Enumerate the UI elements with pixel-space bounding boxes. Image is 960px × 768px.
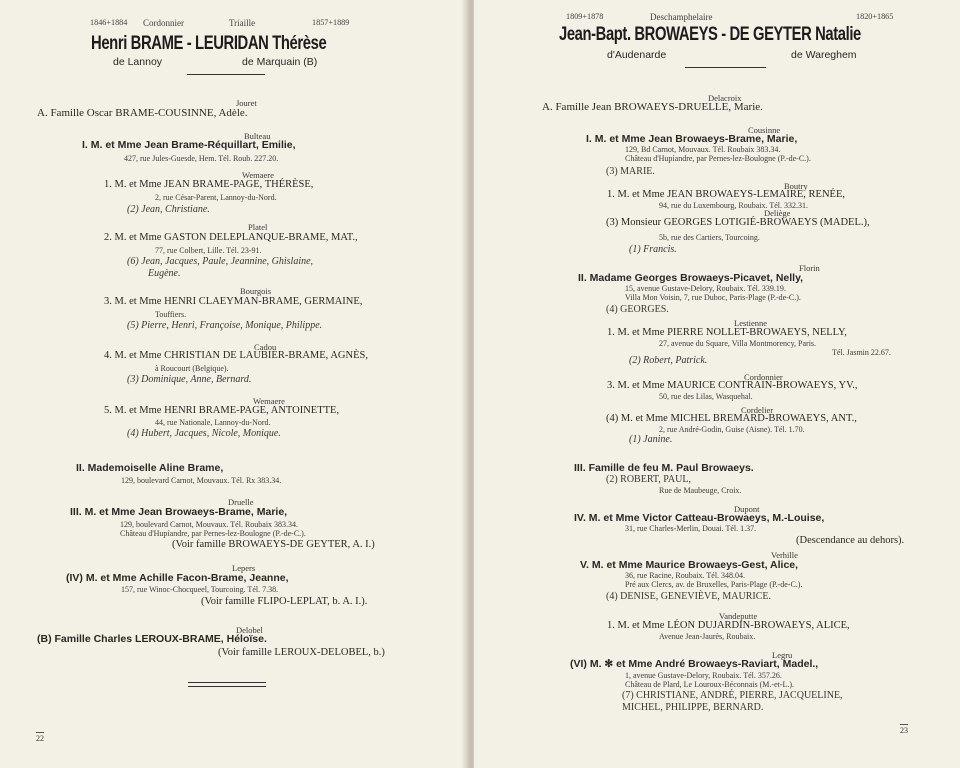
address: 129, Bd Carnot, Mouvaux. Tél. Roubaix 383.34. xyxy=(625,145,781,154)
entry-v-1: 1. M. et Mme LÉON DUJARDIN-BROWAEYS, ALICE, xyxy=(607,620,850,631)
address: 2, rue César-Parent, Lannoy-du-Nord. xyxy=(155,193,277,202)
header-rule xyxy=(187,74,265,75)
entry-i-3: 3. M. et Mme HENRI CLAEYMAN-BRAME, GERMAINE, xyxy=(104,296,363,307)
address: 157, rue Winoc-Chocqueel, Tourcoing. Tél. 7.38. xyxy=(121,585,279,594)
spouse-name: Delobel xyxy=(236,625,263,635)
page-number: 22 xyxy=(36,734,44,743)
entry-vi: (VI) M. ✻ et Mme André Browaeys-Raviart, Madel., xyxy=(570,658,819,670)
entry-iii: III. Famille de feu M. Paul Browaeys. xyxy=(574,462,754,474)
address: 427, rue Jules-Guesde, Hem. Tél. Roub. 227.20. xyxy=(124,154,279,163)
spouse-name: Druelle xyxy=(228,497,254,507)
children-list: (4) GEORGES. xyxy=(606,304,669,315)
entry-ii-4: (4) M. et Mme MICHEL BREMARD-BROWAEYS, ANT., xyxy=(606,413,857,424)
entry-i: I. M. et Mme Jean Browaeys-Brame, Marie, xyxy=(586,133,798,145)
left-page xyxy=(0,0,468,768)
page-title: Henri BRAME - LEURIDAN Thérèse xyxy=(91,33,327,54)
children-list: (2) Robert, Patrick. xyxy=(629,355,708,366)
entry-i-2: (3) Monsieur GEORGES LOTIGIÉ-BROWAEYS (MADEL.), xyxy=(606,217,870,228)
spouse-name: Cadou xyxy=(254,342,277,352)
header-origin-right: de Wareghem xyxy=(791,49,857,61)
address: 77, rue Colbert, Lille. Tél. 23-91. xyxy=(155,246,262,255)
spouse-name: Jouret xyxy=(236,98,257,108)
header-profession-left: Deschamphelaire xyxy=(650,12,713,22)
address: 36, rue Racine, Roubaix. Tél. 348.04. xyxy=(625,571,746,580)
entry-i-1: 1. M. et Mme JEAN BROWAEYS-LEMAIRE, RENÉE, xyxy=(607,189,845,200)
children-list: (2) Jean, Christiane. xyxy=(127,204,210,215)
footer-rule xyxy=(188,686,266,687)
entry-iv: (IV) M. et Mme Achille Facon-Brame, Jeanne, xyxy=(66,572,289,584)
address: Touffiers. xyxy=(155,310,187,319)
children-list-cont: MICHEL, PHILIPPE, BERNARD. xyxy=(622,702,764,713)
right-page xyxy=(474,0,960,768)
address: 94, rue du Luxembourg, Roubaix. Tél. 332.31. xyxy=(659,201,809,210)
page-title: Jean-Bapt. BROWAEYS - DE GEYTER Natalie xyxy=(559,24,861,45)
cross-reference: (Descendance au dehors). xyxy=(796,535,905,546)
address: 27, avenue du Square, Villa Montmorency, Paris. xyxy=(659,339,817,348)
spouse-name: Bourgois xyxy=(240,286,272,296)
spouse-name: Lepers xyxy=(232,563,256,573)
children-list: (4) Hubert, Jacques, Nicole, Monique. xyxy=(127,428,281,439)
header-profession-right: Tríaille xyxy=(229,18,256,28)
header-profession-left: Cordonnier xyxy=(143,18,184,28)
entry-i: I. M. et Mme Jean Brame-Réquillart, Emilie, xyxy=(82,139,296,151)
children-list: (7) CHRISTIANE, ANDRÉ, PIERRE, JACQUELINE, xyxy=(622,690,843,701)
entry-ii: II. Mademoiselle Aline Brame, xyxy=(76,462,224,474)
address: 129, boulevard Carnot, Mouvaux. Tél. Rx 383.34. xyxy=(121,476,282,485)
address-cont: Villa Mon Voisin, 7, rue Duboc, Paris-Plage (P.-de-C.). xyxy=(625,293,801,302)
spouse-name: Platel xyxy=(248,222,268,232)
entry-iii: III. M. et Mme Jean Browaeys-Brame, Marie, xyxy=(70,506,288,518)
header-origin-right: de Marquain (B) xyxy=(242,56,318,68)
children-list: (5) Pierre, Henri, Françoise, Monique, Philippe. xyxy=(127,320,323,331)
spouse-name: Boutry xyxy=(784,181,808,191)
cross-reference: (Voir famille FLIPO-LEPLAT, b. A. I.). xyxy=(201,596,368,607)
family-heading-a: A. Famille Oscar BRAME-COUSINNE, Adèle. xyxy=(37,107,248,119)
address: 1, avenue Gustave-Delory, Roubaix. Tél. 357.26. xyxy=(625,671,782,680)
entry-i-5: 5. M. et Mme HENRI BRAME-PAGE, ANTOINETTE, xyxy=(104,405,340,416)
spouse-name: Delacroix xyxy=(708,93,742,103)
children-list: (3) MARIE. xyxy=(606,166,655,177)
children-list: (3) Dominique, Anne, Bernard. xyxy=(127,374,252,385)
entry-i-1: 1. M. et Mme JEAN BRAME-PAGE, THÉRÈSE, xyxy=(104,179,314,190)
children-list: (4) DENISE, GENEVIÈVE, MAURICE. xyxy=(606,591,771,602)
header-dates-left: 1846+1884 xyxy=(90,18,128,27)
address: à Roucourt (Belgique). xyxy=(155,364,229,373)
entry-ii: II. Madame Georges Browaeys-Picavet, Nelly, xyxy=(578,272,804,284)
children-list-cont: Eugène. xyxy=(148,268,181,279)
address-cont: Pré aux Clercs, av. de Bruxelles, Paris-Plage (P.-de-C.). xyxy=(625,580,803,589)
spouse-name: Dupont xyxy=(734,504,760,514)
spouse-name: Wemaere xyxy=(242,170,274,180)
address: Avenue Jean-Jaurès, Roubaix. xyxy=(659,632,756,641)
address-cont: Château d'Hupíandre, par Pernes-lez-Boulogne (P.-de-C.). xyxy=(120,529,306,538)
address: 50, rue des Lilas, Wasquehal. xyxy=(659,392,753,401)
cross-reference: (Voir famille LEROUX-DELOBEL, b.) xyxy=(218,647,385,658)
address: 44, rue Nationale, Lannoy-du-Nord. xyxy=(155,418,271,427)
address: 2, rue André-Godin, Guise (Aisne). Tél. 1.70. xyxy=(659,425,805,434)
entry-v: V. M. et Mme Maurice Browaeys-Gest, Alice, xyxy=(580,559,799,571)
children-list: (1) Janine. xyxy=(629,434,673,445)
entry-i-2: 2. M. et Mme GASTON DELEPLANQUE-BRAME, MAT., xyxy=(104,232,358,243)
children-list: (2) ROBERT, PAUL, xyxy=(606,474,691,485)
address-cont: Château de Plard, Le Louroux-Béconnais (M.-et-L.). xyxy=(625,680,795,689)
address: Rue de Maubeuge, Croix. xyxy=(659,486,742,495)
spouse-name: Cordonnier xyxy=(744,372,783,382)
entry-iv: IV. M. et Mme Victor Catteau-Browaeys, M.-Louise, xyxy=(574,512,825,524)
spouse-name: Bulteau xyxy=(244,131,271,141)
header-origin-left: de Lannoy xyxy=(113,56,163,68)
address: 31, rue Charles-Merlin, Douai. Tél. 1.37. xyxy=(625,524,757,533)
children-list: (6) Jean, Jacques, Paule, Jeannine, Ghislaine, xyxy=(127,256,314,267)
spouse-name: Cordelier xyxy=(741,405,774,415)
children-list: (1) Francis. xyxy=(629,244,677,255)
entry-ii-1: 1. M. et Mme PIERRE NOLLET-BROWAEYS, NELLY, xyxy=(607,327,847,338)
spouse-name: Vandeputte xyxy=(719,611,758,621)
address: 5b, rue des Cartiers, Tourcoing. xyxy=(659,233,760,242)
header-origin-left: d'Audenarde xyxy=(607,49,667,61)
header-dates-right: 1857+1889 xyxy=(312,18,350,27)
spouse-name: Lestienne xyxy=(734,318,768,328)
header-dates-left: 1809+1878 xyxy=(566,12,604,21)
footer-rule xyxy=(188,682,266,683)
spouse-name: Florin xyxy=(799,263,820,273)
address-cont: Tél. Jasmin 22.67. xyxy=(832,348,891,357)
address-cont: Château d'Hupíandre, par Pernes-lez-Boulogne (P.-de-C.). xyxy=(625,154,811,163)
family-heading-a: A. Famille Jean BROWAEYS-DRUELLE, Marie. xyxy=(542,101,763,113)
spouse-name: Verhille xyxy=(771,550,798,560)
cross-reference: (Voir famille BROWAEYS-DE GEYTER, A. I.) xyxy=(172,539,375,550)
family-heading-b: (B) Famille Charles LEROUX-BRAME, Héloïse. xyxy=(37,633,267,645)
spouse-name: Cousinne xyxy=(748,125,781,135)
header-dates-right: 1820+1865 xyxy=(856,12,894,21)
header-rule xyxy=(685,67,766,68)
address: 129, boulevard Carnot, Mouvaux. Tél. Roubaix 383.34. xyxy=(120,520,299,529)
page-number: 23 xyxy=(900,726,908,735)
spouse-name: Wemaere xyxy=(253,396,285,406)
entry-ii-3: 3. M. et Mme MAURICE CONTRAIN-BROWAEYS, YV., xyxy=(607,380,858,391)
entry-i-4: 4. M. et Mme CHRISTIAN DE LAUBIER-BRAME, AGNÈS, xyxy=(104,350,368,361)
address: 15, avenue Gustave-Delory, Roubaix. Tél. 339.19. xyxy=(625,284,786,293)
spouse-name: Deliège xyxy=(764,208,791,218)
spouse-name: Legru xyxy=(772,650,793,660)
